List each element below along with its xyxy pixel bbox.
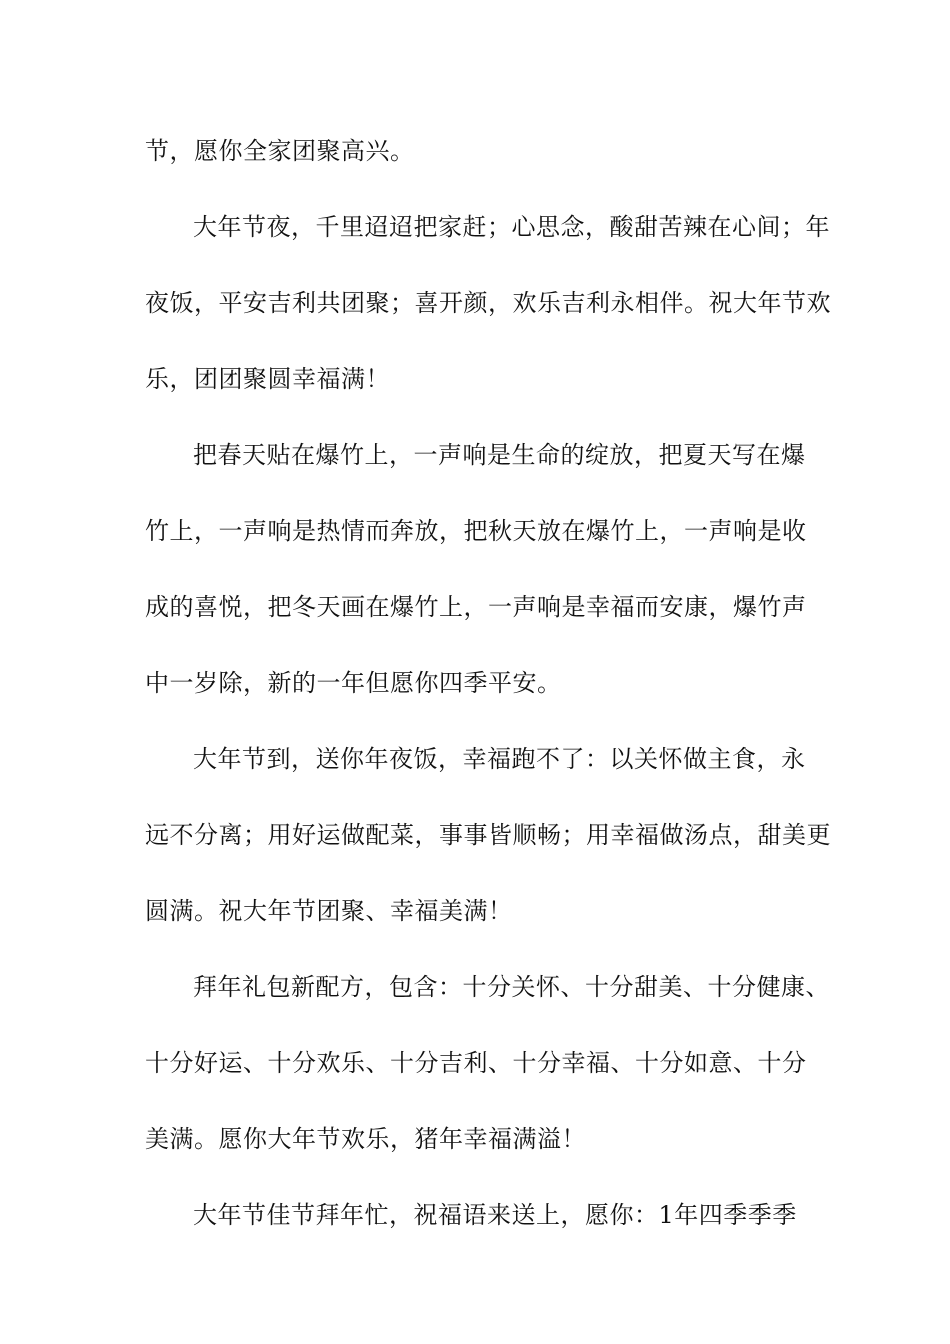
- text-line: 圆满。祝大年节团聚、幸福美满！: [145, 897, 513, 925]
- text-line: 夜饭，平安吉利共团聚；喜开颜，欢乐吉利永相伴。祝大年节欢: [145, 289, 831, 317]
- paragraph-start-line: 把春天贴在爆竹上，一声响是生命的绽放，把夏天写在爆: [193, 441, 806, 469]
- paragraph-start-line: 大年节佳节拜年忙，祝福语来送上，愿你：1年四季季季: [193, 1201, 797, 1229]
- text-line: 乐，团团聚圆幸福满！: [145, 365, 390, 393]
- text-line: 节，愿你全家团聚高兴。: [145, 137, 415, 165]
- text-line: 中一岁除，新的一年但愿你四季平安。: [145, 669, 562, 697]
- text-line: 十分好运、十分欢乐、十分吉利、十分幸福、十分如意、十分: [145, 1049, 807, 1077]
- paragraph-start-line: 大年节到，送你年夜饭，幸福跑不了：以关怀做主食，永: [193, 745, 806, 773]
- text-line: 远不分离；用好运做配菜，事事皆顺畅；用幸福做汤点，甜美更: [145, 821, 831, 849]
- paragraph-start-line: 拜年礼包新配方，包含：十分关怀、十分甜美、十分健康、: [193, 973, 830, 1001]
- text-line: 成的喜悦，把冬天画在爆竹上，一声响是幸福而安康，爆竹声: [145, 593, 807, 621]
- text-line: 竹上，一声响是热情而奔放，把秋天放在爆竹上，一声响是收: [145, 517, 807, 545]
- text-line: 美满。愿你大年节欢乐，猪年幸福满溢！: [145, 1125, 586, 1153]
- paragraph-start-line: 大年节夜，千里迢迢把家赶；心思念，酸甜苦辣在心间；年: [193, 213, 830, 241]
